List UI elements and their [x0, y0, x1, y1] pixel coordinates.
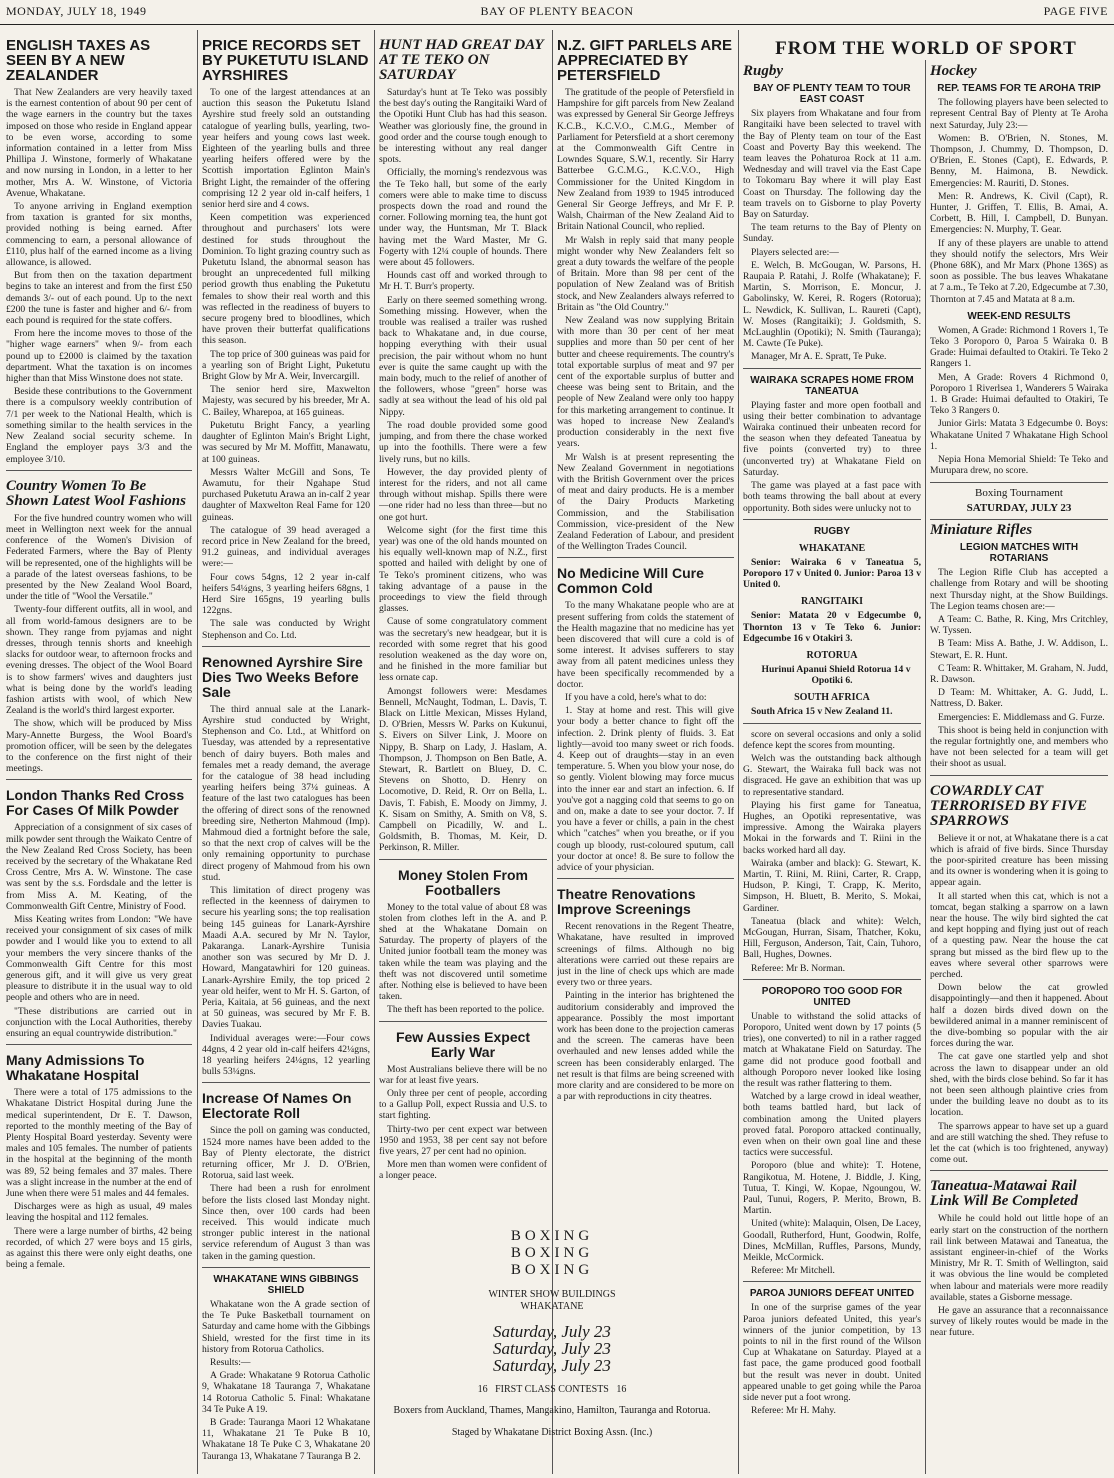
- results-text: Senior: Wairaka 6 v Taneatua 5, Poroporo 17 v United 0. Junior: Paroa 13 v United 0.: [743, 556, 921, 591]
- paragraph: The theft has been reported to the police.: [387, 1004, 545, 1016]
- headline: Country Women To Be Shown Latest Wool Fashions: [6, 477, 186, 509]
- results-text: Senior: Matata 20 v Edgecumbe 0, Thornton 13 v Te Teko 6. Junior: Edgecumbe 16 v Otakiri 3.: [743, 610, 921, 644]
- column-rule: [197, 30, 198, 1474]
- headline: WAIRAKA SCRAPES HOME FROM TANEATUA: [750, 374, 914, 397]
- paragraph: Emergencies: E. Middlemass and G. Furze.: [938, 711, 1105, 723]
- paragraph: Men: R. Andrews, K. Civil (Capt), R. Hunter, J. Griffen, T. Ellis, B. Amai, A. Corbett, B. Hill, I. Campbell, D. Bunyan. Emergencies: N. Murphy, T. Gear.: [930, 190, 1108, 236]
- page-number: PAGE FIVE: [1043, 4, 1108, 18]
- divider: [743, 368, 921, 369]
- hockey-column: [930, 62, 1108, 1474]
- headline: PRICE RECORDS SET BY PUKETUTU ISLAND AYRSHIRES: [202, 37, 369, 84]
- paragraph: This limitation of direct progeny was reflected in the keenness of dairymen to secure his yearling sons; the top realisation being 145 guineas for Lanark-Ayrshire Maadi A.A. secured by Mr N. Taylor, Pakaranga. Lanark-Ayrshire Tunisia another son was secured by Mr D. J. Howard, Mangatawhiri for 120 guineas. Lanark-Ayrshire Emily, the top priced 2 year old heifer, went to Mr H. S. Garton, of Peria, Kaitaia, at 56 guineas, and the next at 50 guineas, was secured by Mr F. B. Davies Tuakau.: [202, 885, 370, 1031]
- paragraph: Discharges were as high as usual, 49 males leaving the hospital and 112 females.: [6, 1201, 192, 1224]
- results-region: SOUTH AFRICA: [794, 692, 870, 704]
- divider: [930, 1170, 1108, 1171]
- paragraph: The team returns to the Bay of Plenty on Sunday.: [743, 222, 921, 245]
- headline: LEGION MATCHES WITH ROTARIANS: [959, 542, 1079, 565]
- paragraph: To one of the largest attendances at an auction this season the Puketutu Island Ayrshire stud freely sold an outstanding catalogue of yearling bulls, yearling, two-year heifers and young cows last week. Eighteen of the yearling bulls and three yearling heifers offered were by the Scottish importation Eglinton Main's Bright Light, the remainder of the offering comprising 12 2 year old in-calf heifers, 1 senior herd sire and 4 cows.: [202, 87, 370, 211]
- paragraph: Welch was the outstanding back although G. Stewart, the Wairaka full back was not disgraced. He gave an exhibition that was up to representative standard.: [743, 752, 921, 798]
- results-region: RANGITAIKI: [800, 596, 864, 608]
- paragraph: To anyone arriving in England exemption from taxation is granted for six months, provided nothing is being earned. After commencing to earn, a personal allowance of £110, plus half of the earned income as a living allowance, is allowed.: [6, 201, 192, 269]
- boxing-tournament-heading: Boxing Tournament: [975, 486, 1063, 499]
- boxing-tournament-date: SATURDAY, JULY 23: [966, 501, 1072, 514]
- results-text: Hurinui Apanui Shield Rotorua 14 v Opotiki 6.: [761, 663, 911, 687]
- paragraph: Miss Keating writes from London: "We have received your consignment of six cases of milk powder and I would like you to extend to all your members the very sincere thanks of the Commonwealth Gift Centre for this most generous gift, and it will give us very great pleasure to distribute it in the usual way to old people and others who are in need.: [6, 914, 192, 1004]
- boxing-advertisement: [378, 1228, 726, 1464]
- paragraph: Referee: Mr H. Mahy.: [751, 1405, 836, 1417]
- paragraph: From here the income moves to those of the "higher wage earners" when 9/- from each pound up to £2000 is claimed by the taxation department. What the taxation is on incomes higher than that Miss Winstone does not state.: [6, 328, 192, 385]
- headline: Increase Of Names On Electorate Roll: [202, 1090, 352, 1122]
- divider: [202, 1082, 370, 1083]
- paragraph: Playing his first game for Taneatua, Hughes, an Opotiki representative, was impressive. Among the Wairaka players Mokai in the forwards and T. Riini in the backs worked hard all day.: [743, 799, 921, 856]
- divider: [743, 1281, 921, 1282]
- paragraph: Twenty-four different outfits, all in wool, and all from world-famous designers are to be shown. They range from pyjamas and night dresses, through tennis shorts and kneehigh slacks for outdoor wear, to afternoon frocks and evening dresses. The object of the Wool Board is to show farmers' wives and daughters just what is being done by the world's leading fashion artists with wool, of which New Zealand is the world's third largest exporter.: [6, 604, 192, 717]
- column-2: [202, 30, 370, 1474]
- results-heading: RUGBY: [813, 525, 851, 537]
- paragraph: That New Zealanders are very heavily taxed is the earnest contention of about 90 per cent of the wage earners in the country but the taxes imposed on those who reside in England appear to be even worse, according to some information contained in a letter from Miss Phillipa J. Winstone, formerly of Whakatane and now nursing in London, in a letter to her mother, Mrs A. W. Winstone, of Victoria Avenue, Whakatane.: [6, 87, 192, 199]
- ad-boxers: Boxers from Auckland, Thames, Mangakino, Hamilton, Tauranga and Rotorua.: [393, 1405, 711, 1416]
- paragraph: Most Australians believe there will be no war for at least five years.: [379, 1063, 547, 1086]
- paragraph: Wairaka (amber and black): G. Stewart, K. Martin, T. Riini, M. Riini, Carter, R. Crapp, Hudson, P. Kingi, T. Crapp, K. Merito, Simpson, H. Bluett, B. Merito, S. Mokai, Gardiner.: [743, 857, 921, 914]
- paragraph: Puketutu Bright Fancy, a yearling daughter of Eglinton Main's Bright Light, was secured by Mr M. Moffitt, Manawatu, at 100 guineas.: [202, 419, 370, 465]
- paragraph: E. Welch, B. McGougan, W. Parsons, H. Raupaia P. Ratahi, J. Rolfe (Whakatane); F. Martin, S. Morrison, E. Moncur, J. Gabolinsky, W. Kerei, R. Rogers (Rotorua); L. Newdick, K. Sullivan, L. Raureti (Capt), W. Moses (Rangitaiki); J. Goldsmith, S. McLaughlin (Opotiki); N. Smith (Tauranga); M. Cawte (Te Puke).: [743, 259, 921, 350]
- paragraph: D Team: M. Whittaker, A. G. Judd, L. Nattress, D. Baker.: [930, 687, 1108, 710]
- paragraph: Mr Walsh in reply said that many people might wonder why New Zealanders felt so great a duty towards the welfare of the people of Britain. More than 98 per cent of the population of New Zealand was of British stock, and New Zealanders always referred to Britain as "the Old Country.": [557, 234, 734, 313]
- paragraph: The following players have been selected to represent Central Bay of Plenty at Te Aroha next Saturday, July 23:—: [930, 97, 1108, 131]
- paragraph: There were a large number of births, 42 being recorded, of which 27 were boys and 15 girls, as against this there were only eight deaths, one being a female.: [6, 1225, 192, 1271]
- paragraph: Down below the cat growled disappointingly—and then it happened. About half a dozen birds dived down on the bewildered animal in a manner reminiscent of the dive-bombing so popular with the air forces during the war.: [930, 982, 1108, 1050]
- column-rule: [925, 60, 926, 1474]
- paragraph: Women, A Grade: Richmond 1 Rovers 1, Te Teko 3 Poroporo 0, Paroa 5 Wairaka 0. B Grade: Huimai defaulted to Otakiri. Te Teko 2 Rangers 1.: [930, 324, 1108, 370]
- masthead: [0, 0, 1114, 25]
- paragraph: Appreciation of a consignment of six cases of milk powder sent through the Waikato Centre of the New Zealand Red Cross Society, has been received by the secretary of the Whakatane Red Cross Centre, Mrs A. W. Winstone. The case was sent by the s.s. Fordsdale and the letter is from Miss A. M. Keating, of the Commonwealth Gift Centre, Ministry of Food.: [6, 822, 192, 912]
- paragraph: Messrs Walter McGill and Sons, Te Awamutu, for their Ngahape Stud purchased Puketutu Arawa an in-calf 2 year daughter of Maxwelton Real Fame for 120 guineas.: [202, 466, 370, 523]
- paragraph: The cat gave one startled yelp and shot across the lawn to disappear under an old shed, with the birds close behind. So far it has not been seen although plaintive cries from under the building leave no doubt as to its location.: [930, 1051, 1108, 1119]
- headline: HUNT HAD GREAT DAY AT TE TEKO ON SATURDAY: [379, 37, 544, 83]
- ad-venue-town: WHAKATANE: [520, 1301, 584, 1312]
- column-1: [6, 30, 192, 1474]
- results-region: ROTORUA: [806, 649, 858, 661]
- paragraph: Early on there seemed something wrong. Something missing. However, when the trouble was realised a trailer was rushed back to Whakatane and, in due course, hopping everything with their usual precision, the pair without whom no hunt ever is quite the same caught up with the main body, much to the relief of another of the followers, whose "green" horse was sadly at sea without the lead of his old pal Nippy.: [379, 294, 547, 418]
- paragraph: Beside these contributions to the Government there is a compulsory weekly contribution of 7/1 per week to the National Health, which is something similar to the health services in the New Zealand social security scheme. In England the employer pays 3/3 and the employee 3/10.: [6, 386, 192, 465]
- paragraph: Whakatane won the A grade section of the Te Puke Basketball tournament on Saturday and came home with the Gibbings Shield, wrested for the first time in its history from Rotorua Catholics.: [202, 1298, 370, 1355]
- ad-venue: WINTER SHOW BUILDINGS: [488, 1289, 616, 1300]
- ad-date: Saturday, July 23: [493, 1339, 611, 1358]
- paragraph: Taneatua (black and white): Welch, McGougan, Hurran, Sisam, Thatcher, Koku, Hill, Ferguson, Anderson, Tait, Cain, Tuhoro, Ball, Hughes, Downes.: [743, 915, 921, 961]
- ad-date: Saturday, July 23: [493, 1322, 611, 1341]
- paragraph: If any of these players are unable to attend they should notify the selectors, Mrs Weir (Phone 68K), and Mr Marx (Phone 136S) as soon as possible. The bus leaves Whakatane at 7 a.m., Te Teko at 7.20, Edgecumbe at 7.30, Thornton at 7.45 and Matata at 8 a.m.: [930, 237, 1108, 305]
- paragraph: Poroporo (blue and white): T. Hotene, Rangikotua, M. Hotene, J. Biddle, J. King, Tutua, T. Kingi, W. Kopae, Ngoungou, W. Paul, Tunui, Rogers, P. Merito, Brown, B. Martin.: [743, 1160, 921, 1217]
- divider: [6, 470, 192, 471]
- paragraph: Recent renovations in the Regent Theatre, Whakatane, have resulted in improved screenings of films. Although no big alterations were carried out these repairs are just in the line of check ups which are made every two or three years.: [557, 921, 734, 989]
- divider: [202, 646, 370, 647]
- paragraph: There had been a rush for enrolment before the lists closed last Monday night. Since then, over 100 cards had been received. This would indicate much stronger public interest in the national service referendum of August 3 than was taken in the gaming question.: [202, 1183, 370, 1262]
- paragraph: Painting in the interior has brightened the auditorium considerably and improved the appearance. Possibly the most important work has been done to the projection cameras and the screen. The cameras have been overhauled and new lenses added while the screen has been considerably enlarged. The net result is that films are being screened with more clarity and are considered to be more on a par with reproductions in city theatres.: [557, 990, 734, 1103]
- rugby-column: [743, 62, 921, 1474]
- divider: [6, 779, 192, 780]
- paragraph: The top price of 300 guineas was paid for a yearling son of Bright Light, Puketutu Bright Glow by Mr A. Weir, Invercargill.: [202, 348, 370, 383]
- paragraph: Hounds cast off and worked through to Mr H. T. Burr's property.: [379, 270, 547, 293]
- paragraph: Only three per cent of people, according to a Gallup Poll, expect Russia and U.S. to start fighting.: [379, 1088, 547, 1122]
- headline: WEEK-END RESULTS: [967, 310, 1071, 322]
- headline: Theatre Renovations Improve Screenings: [557, 886, 696, 918]
- column-3: [379, 30, 547, 1220]
- paragraph: It all started when this cat, which is not a tomcat, began stalking a sparrow on a lawn near the house. The wily bird sighted the cat and kept hopping and flying just out of reach of a questing paw. Near the house the cat sprang but missed as the bird flew up to the eaves where several other sparrows were perched.: [930, 890, 1108, 980]
- paragraph: Four cows 54gns, 12 2 year in-calf heifers 54¼gns, 3 yearling heifers 68gns, 1 Herd Sire 165gns, 19 yearling bulls 122gns.: [202, 571, 370, 617]
- newspaper-name: BAY OF PLENTY BEACON: [480, 4, 634, 18]
- paragraph: Keen competition was experienced throughout and purchasers' lots were destined for studs throughout the Dominion. To light grazing country such as Puketutu Island, the abnormal season has brought an unprecedented full milking period growth thus enabling the Puketutu females to show their real worth and this was reflected in the readiness of buyers to secure progeny bred to bloodlines, which have proven their butterfat qualifications this season.: [202, 212, 370, 347]
- paragraph: A Grade: Whakatane 9 Rotorua Catholic 9, Whakatane 18 Tauranga 7, Whakatane 14 Rotorua Catholic 5. Final: Whakatane 34 Te Puke A 19.: [202, 1370, 370, 1415]
- paragraph: Watched by a large crowd in ideal weather, both teams battled hard, but lack of combination among the United players proved fatal. Poroporo attacked continually, even when on their own goal line and these tactics were successful.: [743, 1091, 921, 1159]
- paragraph: More men than women were confident of a longer peace.: [379, 1159, 547, 1182]
- paragraph: While he could hold out little hope of an early start on the construction of the northern rail link between Matawai and Taneatua, the assistant engineer-in-chief of the Works Ministry, Mr R. T. Smith of Wellington, said it was obvious the line would be completed when labour and materials were more readily available, states a Gisborne message.: [930, 1213, 1108, 1303]
- paragraph: score on several occasions and only a solid defence kept the scores from mounting.: [743, 728, 921, 751]
- ad-contests: 16 FIRST CLASS CONTESTS 16: [477, 1384, 627, 1395]
- paragraph: B Grade: Tauranga Maori 12 Whakatane 11, Whakatane 21 Te Puke B 10, Whakatane 18 Te Puke C 3, Whakatane 20 Tauranga 13, Whakatane 7 Tauranga B 2.: [202, 1416, 370, 1462]
- paragraph: The gratitude of the people of Petersfield in Hampshire for gift parcels from New Zealand was expressed by General Sir George Jeffreys K.C.B., K.C.V.O., C.M.G., Member of Parliament for Petersfield at a short ceremony at the Commonwealth Gift Centre in Lowndes Square, S.W.1, recently. Sir Harry Batterbee G.C.M.G., K.C.V.O., High Commissioner for the United Kingdom in New Zealand from 1939 to 1945 introduced General Sir George Jeffreys, and Mr F. P. Walsh, Chairman of the New Zealand Aid to Britain National Council, who replied.: [557, 87, 734, 233]
- paragraph: Manager, Mr A. E. Spratt, Te Puke.: [751, 351, 887, 363]
- paragraph: Mr Walsh is at present representing the New Zealand Government in negotiations with the British Government over the prices of meat and dairy products. He is a member of the Dairy Products Marketing Commission, and the Stabilisation Commission, vice-president of the New Zealand Federation of Labour, and president of the Wellington Trades Council.: [557, 451, 734, 553]
- divider: [557, 557, 734, 558]
- paragraph: Playing faster and more open football and using their better combination to advantage Wairaka continued their unbeaten record for the season when they defeated Taneatua by five points (converted try) to three (unconverted try) at Whakatane Field on Saturday.: [743, 399, 921, 478]
- headline: Money Stolen From Footballers: [398, 866, 528, 898]
- divider: [6, 1044, 192, 1045]
- paragraph: But from then on the taxation department begins to take an interest and from the first £50 demands 3/- out of each pound. Up to the next £200 the tune is faster and higher and 6/- from each pound is required for the state coffers.: [6, 270, 192, 327]
- column-rule: [374, 30, 375, 1474]
- headline: POROPORO TOO GOOD FOR UNITED: [761, 985, 903, 1008]
- paragraph: Referee: Mr Mitchell.: [751, 1265, 835, 1277]
- paragraph: The third annual sale at the Lanark-Ayrshire stud conducted by Wright, Stephenson and Co. Ltd., at Whitford on Tuesday, was attended by a representative bench of dairy buyers. Both males and females met a ready demand, the average for the catalogue of 38 head including yearling heifers being 37¼ guineas. A feature of the last two catalogues has been the offering of direct sons of the renowned breeding sire, Netherton Mahmoud (Imp). Mahmoud died a fortnight before the sale, so that the next crop of calves will be the only remaining opportunity to purchase direct progeny of Mahmoud from his own stud.: [202, 703, 370, 883]
- section-title: Hockey: [930, 63, 977, 79]
- paragraph: Nepia Hona Memorial Shield: Te Teko and Murupara drew, no score.: [930, 454, 1108, 477]
- headline: London Thanks Red Cross For Cases Of Milk Powder: [6, 787, 185, 819]
- headline: COWARDLY CAT TERRORISED BY FIVE SPARROWS: [930, 782, 1087, 829]
- paragraph: Amongst followers were: Mesdames Bennell, McNaught, Todman, L. Davis, T. Black on Little Mexican, Misses Hyland, D. O'Brien, Messrs W. Parks on Kukunui, S. Eivers on Silver Link, J. Moore on Nippy, B. Sharp on Lady, J. Haslam, A. Thompson, J. Thompson on Ben Batle, A. Stewart, R. Bartlett on Bluey, D. C. Stevens on Shotto, D. Henry on Locomotive, D. Reid, R. Orr on Bella, L. Davis, T. Fabish, E. Moody on Jimmy, J. K. Sisam on Smithy, A. Smith on V8, S. Campbell on Picadilly, W. and L. Goldsmith, B. Thomas, M. Keir, D. Perkinson, R. Miller.: [379, 685, 547, 854]
- paragraph: This shoot is being held in conjunction with the regular fortnightly one, and members who have not been selected for a team will get their shoot as usual.: [930, 724, 1108, 770]
- paragraph: There were a total of 175 admissions to the Whakatane District Hospital during June the medical superintendent, Dr E. T. Dawson, reported to the monthly meeting of the Bay of Plenty Hospital Board yesterday. Seventy were males and 105 females. The number of patients in the hospital at the beginning of the month was 89, 52 being females and 37 males. There was a slight increase in the number at the end of June when there were 51 males and 44 females.: [6, 1087, 192, 1200]
- paragraph: The senior herd sire, Maxwelton Majesty, was secured by his breeder, Mr A. C. Bailey, Wharepoa, at 165 guineas.: [202, 384, 370, 418]
- paragraph: United (white): Malaquin, Olsen, De Lacey, Goodall, Rutherford, Hunt, Goodwin, Rolfe, Dines, McMillan, Ruffles, Parsons, Mundy, Meikle, McCormick.: [743, 1218, 921, 1264]
- ad-organiser: Staged by Whakatane District Boxing Assn. (Inc.): [451, 1427, 653, 1438]
- headline: Many Admissions To Whakatane Hospital: [6, 1052, 145, 1084]
- column-4: [557, 30, 734, 1220]
- divider: [202, 1267, 370, 1268]
- column-rule: [738, 30, 739, 1474]
- paragraph: If you have a cold, here's what to do:: [565, 691, 707, 703]
- ad-banner-line: BOXING: [510, 1228, 594, 1244]
- paragraph: A Team: C. Bathe, R. King, Mrs Critchley, W. Tyssen.: [930, 613, 1108, 637]
- divider: [379, 859, 547, 860]
- paragraph: The road double provided some good jumping, and from there the chase worked up into the foothills. There were a few lively runs, but no kills.: [379, 419, 547, 465]
- headline: WHAKATANE WINS GIBBINGS SHIELD: [213, 1273, 359, 1296]
- section-title: Rugby: [743, 63, 784, 79]
- headline: ENGLISH TAXES AS SEEN BY A NEW ZEALANDER: [6, 37, 151, 84]
- section-title: Miniature Rifles: [930, 521, 1033, 538]
- paragraph: To the many Whakatane people who are at present suffering from colds the statement of the Health magazine that no medicine has yet been discovered that will cure a cold is of some interest. It advises sufferers to stay away from all patent medicines unless they have been specifically recommended by a doctor.: [557, 600, 734, 690]
- paragraph: Men, A Grade: Rovers 4 Richmond 0, Poroporo 1 Riverlsea 1, Wanderers 5 Wairaka 1. B Grade: Huimai defaulted to Otakiri, Te Teko 3 Rangers 0.: [930, 371, 1108, 417]
- results-region: WHAKATANE: [798, 542, 866, 554]
- paragraph: Money to the total value of about £8 was stolen from clothes left in the A. and P. shed at the Whakatane Domain on Saturday. The property of players of the United junior football team the money was taken while the team was playing and the theft was not discovered until sometime after. Nothing else is believed to have been taken.: [379, 901, 547, 1003]
- divider: [379, 1021, 547, 1022]
- paragraph: Six players from Whakatane and four from Rangitaiki have been selected to travel with the Bay of Plenty team on tour of the East Coast and Poverty Bay this weekend. The team leaves the Pohaturoa Rock at 11 a.m. Wednesday and will travel via the East Cape to Tokomaru Bay where it will play East Coast on Thursday. The following day the team travels on to Gisborne to play Poverty Bay on Saturday.: [743, 108, 921, 221]
- ad-banner-line: BOXING: [510, 1245, 594, 1261]
- paragraph: Unable to withstand the solid attacks of Poroporo, United went down by 17 points (5 tries), one converted) to nil in a rather ragged match at Whakatane Field on Saturday. The game did not produce good football and although Poroporo never looked like losing the result was rather flattering to them.: [743, 1010, 921, 1090]
- paragraph: 1. Stay at home and rest. This will give your body a better chance to fight off the infection. 2. Drink plenty of fluids. 3. Eat lightly—avoid too many sweet or rich foods. 4. Keep out of draughts—stay in an even temperature. 5. When you blow your nose, do so gently. Violent blowing may force mucus into the inner ear and start an infection. 6. If you've got a nagging cold that seems to go on and on, make a date to see your doctor. 7. If you have a fever or chills, a pain in the chest which "catches" when you breathe, or if you cough up bloody, rust-coloured sputum, call your doctor at once! 8. Be sure to follow the advice of your physician.: [557, 705, 734, 873]
- paragraph: Women: B. O'Brien, N. Stones, M. Thompson, J. Chummy, D. Thompson, D. O'Brien, E. Stones (Capt), E. Edwards, P. Benny, M. Haimona, B. Newdick. Emergencies: M. Rauriti, D. Stones.: [930, 132, 1108, 189]
- headline: No Medicine Will Cure Common Cold: [557, 565, 704, 597]
- paragraph: The catalogue of 39 head averaged a record price in New Zealand for the breed, 91.2 guineas, and individual averages were:—: [202, 524, 370, 570]
- ad-date: Saturday, July 23: [493, 1356, 611, 1375]
- issue-date: MONDAY, JULY 18, 1949: [6, 4, 147, 18]
- paragraph: Individual averages were:—Four cows 44gns, 4 2 year old in-calf heifers 42¼gns, 18 yearling heifers 24¼gns, 12 yearling bulls 53¼gns.: [202, 1032, 370, 1078]
- paragraph: However, the day provided plenty of interest for the riders, and not all came through without mishap. Spills there were—one rider had no less than three—but no one got hurt.: [379, 466, 547, 523]
- headline: BAY OF PLENTY TEAM TO TOUR EAST COAST: [753, 83, 911, 106]
- results-text: South Africa 15 v New Zealand 11.: [751, 706, 893, 718]
- sport-section-banner: FROM THE WORLD OF SPORT: [775, 38, 1077, 59]
- headline: PAROA JUNIORS DEFEAT UNITED: [749, 1288, 915, 1300]
- paragraph: Believe it or not, at Whakatane there is a cat which is afraid of five birds. Since Thursday the poor-spirited creature has been missing and its owner is wondering when it is going to appear again.: [930, 832, 1108, 889]
- paragraph: He gave an assurance that a reconnaissance survey of likely routes would be made in the near future.: [930, 1305, 1108, 1339]
- headline: REP. TEAMS FOR TE AROHA TRIP: [937, 83, 1101, 95]
- paragraph: Thirty-two per cent expect war between 1950 and 1953, 38 per cent say not before five years, 27 per cent had no opinion.: [379, 1123, 547, 1158]
- paragraph: B Team: Miss A. Bathe, J. W. Addison, L. Stewart, E. R. Hunt.: [930, 638, 1108, 661]
- divider: [930, 482, 1108, 483]
- paragraph: The Legion Rifle Club has accepted a challenge from Rotary and will be shooting next Thursday night, at the Show Buildings. The Legion teams chosen are:—: [930, 567, 1108, 612]
- headline: Few Aussies Expect Early War: [395, 1028, 531, 1060]
- paragraph: Results:—: [210, 1356, 251, 1368]
- divider: [743, 519, 921, 520]
- paragraph: The show, which will be produced by Miss Mary-Annette Burgess, the Wool Board's promotion officer, will be seen by the delegates to the conference on the first night of their meetings.: [6, 718, 192, 775]
- paragraph: "These distributions are carried out in conjunction with the Local Authorities, thereby ensuring an equal countrywide distribution.": [6, 1005, 192, 1040]
- divider: [743, 979, 921, 980]
- paragraph: Junior Girls: Matata 3 Edgecumbe 0. Boys: Whakatane United 7 Whakatane High School 1.: [930, 418, 1108, 452]
- paragraph: Saturday's hunt at Te Teko was possibly the best day's outing the Rangitaiki Ward of the Opotiki Hunt Club has had this season. Weather was gloriously fine, the ground in good order and the course tough enough to be interesting without any real danger spots.: [379, 87, 547, 166]
- paragraph: Players selected are:—: [751, 246, 839, 258]
- paragraph: New Zealand was now supplying Britain with more than 30 per cent of her meat supplies and more than 50 per cent of her butter and cheese requirements. The country's total exportable surplus of meat and 97 per cent of the exportable surplus of butter and cheese was being sent to Britain, and the people of New Zealand were only too happy for this marketing arrangement to continue. It was hoped to increase New Zealand's production considerably in the next five years.: [557, 315, 734, 450]
- paragraph: Since the poll on gaming was conducted, 1524 more names have been added to the Bay of Plenty electorate, the district returning officer, Mr J. D. O'Brien, Rotorua, said last week.: [202, 1125, 370, 1182]
- paragraph: For the five hundred country women who will meet in Wellington next week for the annual conference of the Women's Division of Federated Farmers, where the Bay of Plenty will be represented, one of the highlights will be a parade of the latest overseas fashions, to be presented by the New Zealand Wool Board, under the title of "Wool the Versatile.": [6, 512, 192, 603]
- divider: [930, 775, 1108, 776]
- paragraph: The sparrows appear to have set up a guard and are still watching the shed. They refuse to let the cat (which is too frightened, anyway) come out.: [930, 1120, 1108, 1166]
- headline: Taneatua-Matawai Rail Link Will Be Completed: [930, 1178, 1078, 1210]
- paragraph: Officially, the morning's rendezvous was the Te Teko hall, but some of the early comers were able to make time to discuss prospects down the road and round the corner. Following morning tea, the hunt got under way, the Huntsman, Mr T. Black having met the Ward Master, Mr G. Fogerty with 12¼ couple of hounds. There were about 45 followers.: [379, 167, 547, 269]
- headline: Renowned Ayrshire Sire Dies Two Weeks Before Sale: [202, 653, 363, 700]
- headline: N.Z. GIFT PARLELS ARE APPRECIATED BY PETERSFIELD: [557, 37, 732, 84]
- paragraph: The game was played at a fast pace with both teams throwing the ball about at every opportunity. Both sides were unlucky not to: [743, 480, 921, 514]
- paragraph: In one of the surprise games of the year Paroa juniors defeated United, this year's winners of the junior competition, by 13 points to nil in the first round of the Wilson Cup at Whakatane on Saturday. Played at a fast pace, the game produced good football but the result was never in doubt. United appeared unable to get going while the Paroa side never put a foot wrong.: [743, 1302, 921, 1404]
- divider: [557, 878, 734, 879]
- paragraph: The sale was conducted by Wright Stephenson and Co. Ltd.: [202, 618, 370, 641]
- paragraph: Welcome sight (for the first time this year) was one of the old hands mounted on his equally well-known map of N.Z., first spotted and hailed with delight by one of Te Teko's prominent citizens, who was taking advantage of a pause in the proceedings to view the field through glasses.: [379, 524, 547, 615]
- divider: [930, 519, 1108, 520]
- ad-banner-line: BOXING: [510, 1262, 594, 1278]
- divider: [743, 723, 921, 724]
- paragraph: Referee: Mr B. Norman.: [751, 962, 846, 974]
- paragraph: C Team: R. Whittaker, M. Graham, N. Judd, R. Dawson.: [930, 662, 1108, 685]
- paragraph: Cause of some congratulatory comment was the secretary's new headgear, but it is recorded with some regret that his good resolution weakened as the day wore on, and he finished in the more familiar but less ornate cap.: [379, 616, 547, 684]
